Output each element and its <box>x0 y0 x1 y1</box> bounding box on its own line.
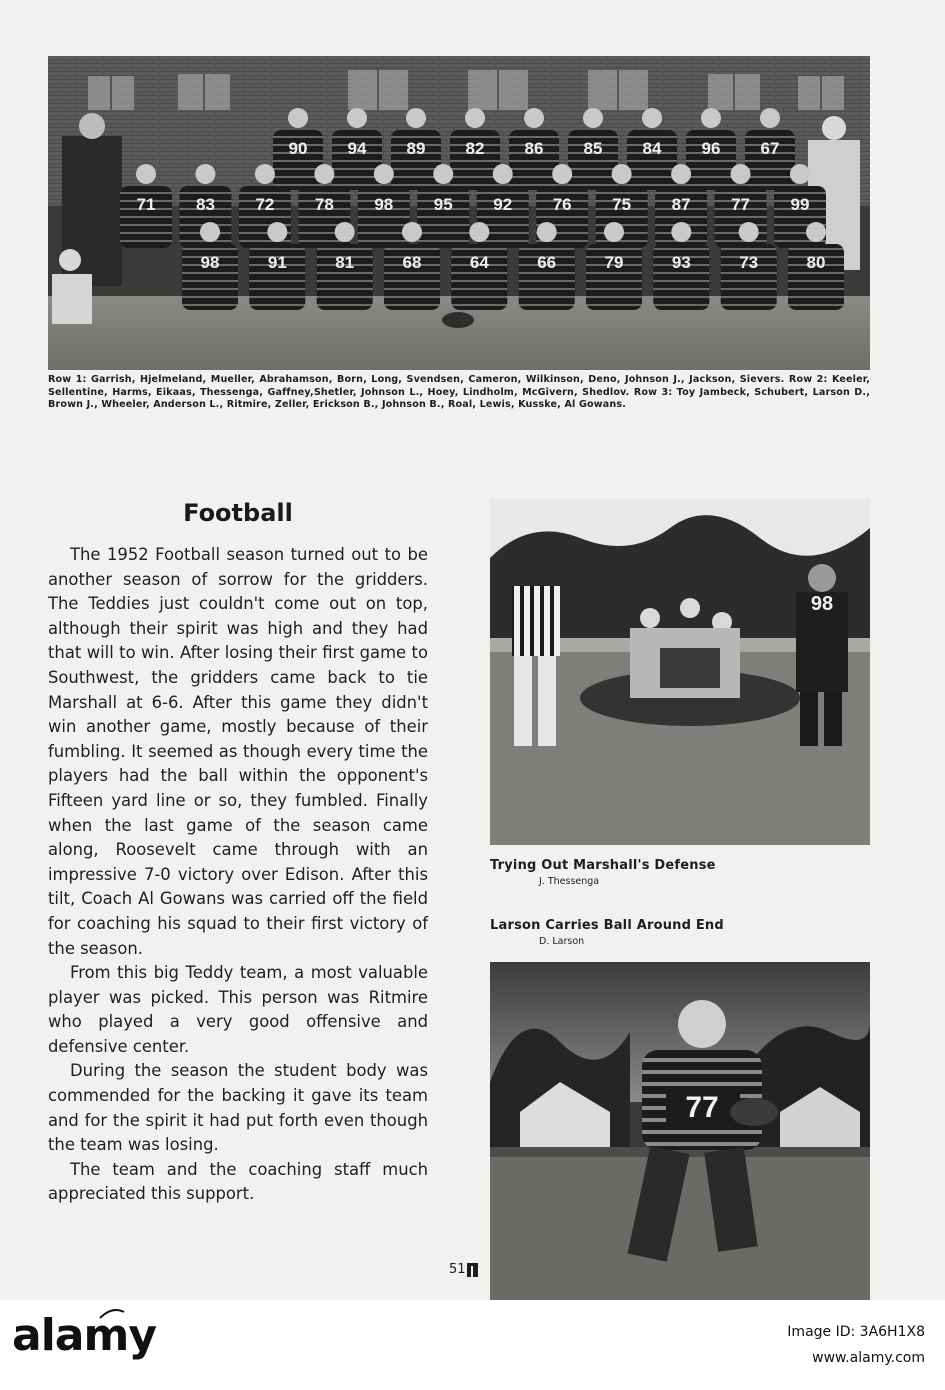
roster-row2-names: Keeler, Sellentine, Harms, Eikaas, Thessenga, Gaffney,Shetler, Johnson L., Hoey, Lindholm, McGivern, Shedlov. <box>48 374 871 398</box>
jersey-number: 80 <box>806 253 826 272</box>
player-head <box>701 108 721 128</box>
image-id: Image ID: 3A6H1X8 <box>787 1324 925 1340</box>
player-head <box>267 222 287 242</box>
article-paragraph: The 1952 Football season turned out to be another season of sorrow for the gridders. The Teddies just couldn't come out on top, although their spirit was high and they had that will to win. After losing their first game to Southwest, the gridders came back to tie Marshall at 6-6. After this game they didn't win another game, mostly because of their fumbling. It seemed as though every time the players had the ball within the opponent's Fifteen yard line or so, they fumbled. Finally when the last game of the season came along, Roosevelt came through with an impressive 7-0 victory over Edison. After this tilt, Coach Al Gowans was carried off the field for coaching his squad to their first victory of the season. <box>48 545 428 958</box>
player-head <box>433 164 453 184</box>
first-caption-credit: J. Thessenga <box>539 876 600 887</box>
jersey-number: 89 <box>406 139 426 158</box>
player-head <box>760 108 780 128</box>
player-head <box>552 164 572 184</box>
player-head <box>671 222 691 242</box>
jersey-number: 78 <box>314 195 334 214</box>
jersey-number: 68 <box>402 253 422 272</box>
team-photo <box>48 56 870 370</box>
player-head <box>537 222 557 242</box>
game-action-photo <box>490 498 870 845</box>
player-head <box>314 164 334 184</box>
page-number: 51 <box>449 1262 466 1277</box>
player-head <box>493 164 513 184</box>
jersey-number: 76 <box>552 195 572 214</box>
roster-row1-names: Garrish, Hjelmeland, Mueller, Abrahamson, Born, Long, Svendsen, Cameron, Wilkinson, Deno, Johnson J., Jackson, Sievers. <box>91 374 785 385</box>
player-head <box>347 108 367 128</box>
jersey-number: 81 <box>335 253 355 272</box>
roster-row2-label: Row 2: <box>788 374 828 385</box>
player-head <box>200 222 220 242</box>
player-head <box>469 222 489 242</box>
player-head <box>739 222 759 242</box>
ball-carrier-photo <box>490 962 870 1300</box>
roster-row1-label: Row 1: <box>48 374 87 385</box>
player-head <box>288 108 308 128</box>
player-head <box>524 108 544 128</box>
stock-url[interactable]: www.alamy.com <box>812 1350 925 1366</box>
jersey-number: 85 <box>583 139 603 158</box>
player-head <box>136 164 156 184</box>
jersey-number: 82 <box>465 139 485 158</box>
roster-row3-names: Toy Jambeck, Schubert, Larson D., Brown J., Wheeler, Anderson L., Ritmire, Zeller, Erickson B., Johnson B., Roal, Lewis, Kusske, Al Gowans. <box>48 386 870 410</box>
second-caption <box>490 918 870 947</box>
player-head <box>671 164 691 184</box>
article-body <box>48 543 428 1207</box>
player-head <box>604 222 624 242</box>
jersey-number: 90 <box>288 139 308 158</box>
player-head <box>255 164 275 184</box>
jersey-number: 83 <box>195 195 215 214</box>
jersey-number: 72 <box>255 195 275 214</box>
player-head <box>374 164 394 184</box>
jersey-number: 98 <box>200 253 220 272</box>
player-head <box>790 164 810 184</box>
jersey-number: 91 <box>267 253 287 272</box>
second-caption-credit: D. Larson <box>539 936 585 947</box>
second-caption-title: Larson Carries Ball Around End <box>490 918 724 933</box>
article-paragraph: From this big Teddy team, a most valuable player was picked. This person was Ritmire who played a very good offensive and defensive center. <box>48 963 428 1056</box>
player-head <box>465 108 485 128</box>
jersey-number: 71 <box>136 195 156 214</box>
stock-footer <box>0 1300 945 1390</box>
roster-row3-label: Row 3: <box>633 386 673 398</box>
jersey-number: 79 <box>604 253 624 272</box>
jersey-number: 86 <box>524 139 544 158</box>
jersey-number: 95 <box>433 195 453 214</box>
runner-player-number: 77 <box>685 1091 719 1124</box>
jersey-number: 98 <box>374 195 394 214</box>
roster-caption <box>48 374 870 412</box>
article-paragraph: The team and the coaching staff much appreciated this support. <box>48 1159 428 1204</box>
first-caption-title: Trying Out Marshall's Defense <box>490 858 716 873</box>
player-head <box>583 108 603 128</box>
player-head <box>731 164 751 184</box>
player-head <box>335 222 355 242</box>
jersey-number: 84 <box>642 139 662 158</box>
page-ornament-icon <box>466 1262 479 1278</box>
jersey-number: 87 <box>671 195 691 214</box>
jersey-number: 92 <box>493 195 513 214</box>
player-head <box>612 164 632 184</box>
back-row-players <box>273 108 795 190</box>
first-caption <box>490 858 870 887</box>
action-player-number: 98 <box>810 593 834 615</box>
jersey-number: 73 <box>739 253 759 272</box>
logo-accent-icon <box>98 1304 126 1324</box>
jersey-number: 96 <box>701 139 721 158</box>
player-head <box>806 222 826 242</box>
article-title: Football <box>183 499 293 527</box>
article-paragraph: During the season the student body was commended for the backing it gave its team and for the spirit it had put forth even though the team was losing. <box>48 1061 428 1155</box>
jersey-number: 99 <box>790 195 810 214</box>
jersey-number: 66 <box>537 253 557 272</box>
jersey-number: 64 <box>469 253 489 272</box>
jersey-number: 77 <box>731 195 751 214</box>
jersey-number: 75 <box>612 195 632 214</box>
player-head <box>195 164 215 184</box>
alamy-logo: alamy <box>12 1310 156 1361</box>
jersey-number: 93 <box>671 253 691 272</box>
jersey-number: 94 <box>347 139 367 158</box>
player-head <box>642 108 662 128</box>
player-head <box>406 108 426 128</box>
jersey-number: 67 <box>760 139 780 158</box>
player-head <box>402 222 422 242</box>
